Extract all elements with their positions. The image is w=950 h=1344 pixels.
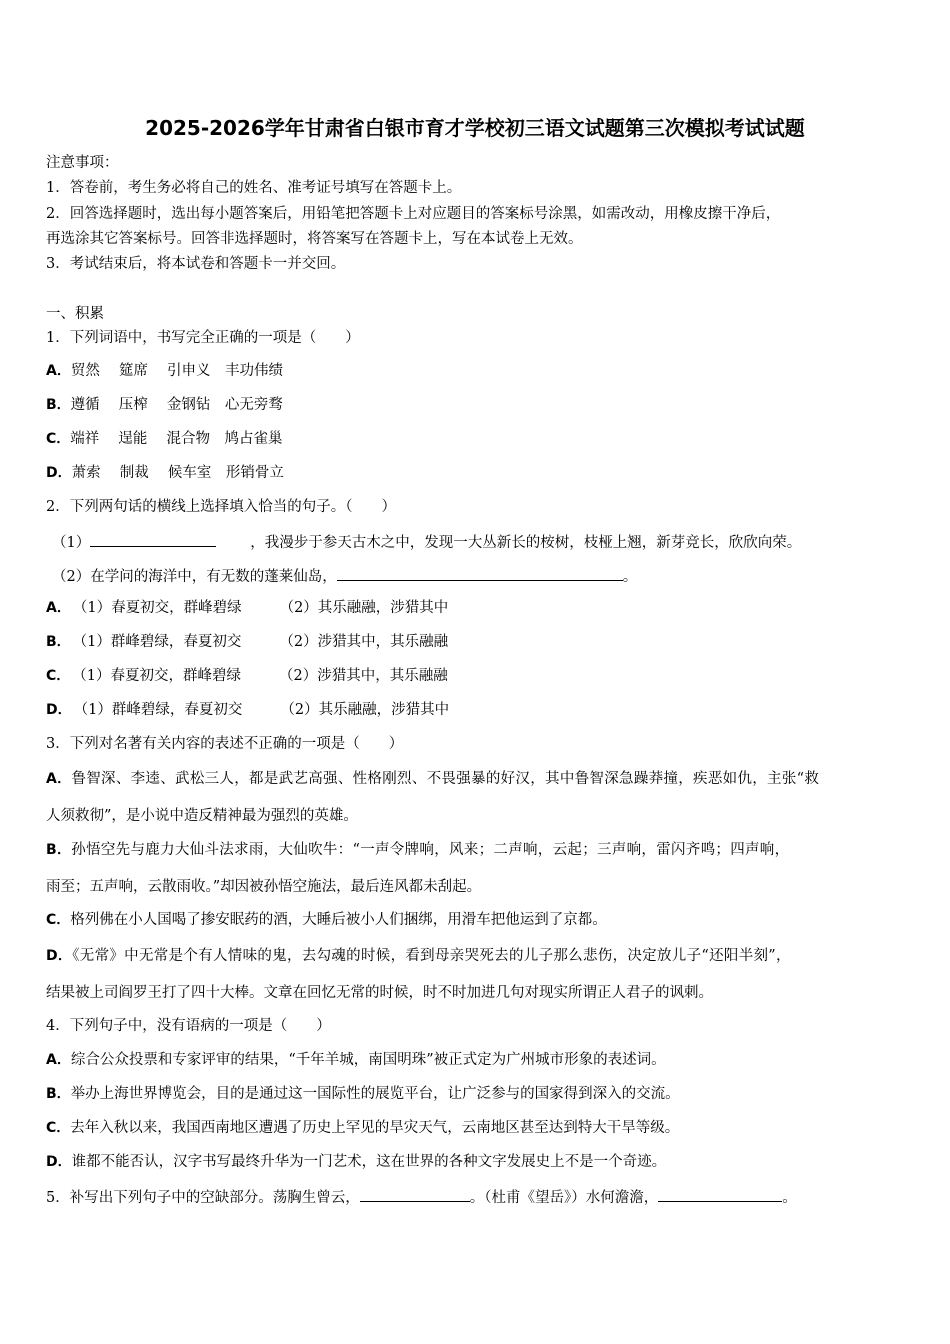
notice-item-1: 1．答卷前，考生务必将自己的姓名、准考证号填写在答题卡上。 <box>46 180 462 196</box>
q5-line <box>46 1186 797 1208</box>
q2-option-d <box>46 700 449 720</box>
q1-option-c <box>46 429 283 449</box>
option-letter: D． <box>46 948 73 964</box>
option-letter: B． <box>46 1086 71 1102</box>
q4-option-a <box>46 1050 666 1070</box>
answer-blank <box>337 565 623 581</box>
option-text: 综合公众投票和专家评审的结果，“千年羊城，南国明珠”被正式定为广州城市形象的表述词。 <box>70 1052 666 1068</box>
sentence-text: ，我漫步于参天古木之中，发现一大丛新长的桉树，枝桠上翘，新芽竞长，欣欣向荣。 <box>250 535 802 551</box>
option-letter: D． <box>46 465 72 481</box>
q3-stem: 3．下列对名著有关内容的表述不正确的一项是（ ） <box>46 736 404 752</box>
q2-option-c <box>46 666 448 686</box>
q4-stem: 4．下列句子中，没有语病的一项是（ ） <box>46 1018 331 1034</box>
option-text: 谁都不能否认，汉字书写最终升华为一门艺术，这在世界的各种文字发展史上不是一个奇迹。 <box>71 1154 667 1170</box>
q3-option-a-cont: 人须救彻”，是小说中造反精神最为强烈的英雄。 <box>46 808 358 824</box>
option-part-2: （2）涉猎其中，其乐融融 <box>279 634 449 650</box>
option-text: 贸然 筵席 引申义 丰功伟绩 <box>70 363 284 379</box>
q3-option-b-cont: 雨至；五声响，云散雨收。”却因被孙悟空施法，最后连风都未刮起。 <box>46 879 482 895</box>
option-text: 孙悟空先与鹿力大仙斗法求雨，大仙吹牛：“一声令牌响，风来；二声响，云起；三声响，雷闪齐鸣；四声响， <box>71 842 790 858</box>
option-part-1: （1）群峰碧绿，春夏初交 <box>73 702 243 718</box>
q5-text-3: 。 <box>782 1190 797 1206</box>
notice-item-2-cont: 再选涂其它答案标号。回答非选择题时，将答案写在答题卡上，写在本试卷上无效。 <box>46 231 583 247</box>
option-part-1: （1）春夏初交，群峰碧绿 <box>72 668 242 684</box>
q2-sentence-1 <box>52 531 801 553</box>
q3-option-d <box>46 946 791 966</box>
q2-stem: 2．下列两句话的横线上选择填入恰当的句子。（ ） <box>46 499 396 515</box>
section-heading: 一、积累 <box>46 306 104 322</box>
q3-option-a <box>46 769 819 789</box>
q2-option-b <box>46 632 448 652</box>
answer-blank <box>90 531 216 547</box>
option-letter: B． <box>46 397 71 413</box>
option-text: 举办上海世界博览会，目的是通过这一国际性的展览平台，让广泛参与的国家得到深入的交流。 <box>70 1086 680 1102</box>
option-text: 端祥 逞能 混合物 鸠占雀巢 <box>70 431 283 447</box>
q3-option-c <box>46 910 607 930</box>
q1-option-d <box>46 463 284 483</box>
option-part-2: （2）其乐融融，涉猎其中 <box>279 600 449 616</box>
option-part-1: （1）春夏初交，群峰碧绿 <box>72 600 242 616</box>
q1-stem: 1．下列词语中，书写完全正确的一项是（ ） <box>46 330 360 346</box>
option-text: 鲁智深、李逵、武松三人，都是武艺高强、性格刚烈、不畏强暴的好汉，其中鲁智深急躁莽撞，疾恶如仇，主张“救 <box>71 771 820 787</box>
notice-item-2: 2．回答选择题时，选出每小题答案后，用铅笔把答题卡上对应题目的答案标号涂黑，如需改动，用橡皮擦干净后， <box>46 206 781 222</box>
option-letter: A． <box>46 771 72 787</box>
option-part-1: （1）群峰碧绿，春夏初交 <box>72 634 242 650</box>
option-letter: C． <box>46 668 71 684</box>
option-letter: B． <box>46 634 71 650</box>
option-text: 《无常》中无常是个有人情味的鬼，去勾魂的时候，看到母亲哭死去的儿子那么悲伤，决定放儿子“还阳半刻”， <box>72 948 791 964</box>
option-part-2: （2）其乐融融，涉猎其中 <box>280 702 450 718</box>
q4-option-b <box>46 1084 680 1104</box>
page-title: 2025-2026学年甘肃省白银市育才学校初三语文试题第三次模拟考试试题 <box>145 116 805 140</box>
q5-text-2: 。（杜甫《望岳》）水何澹澹， <box>469 1190 659 1206</box>
q1-option-b <box>46 395 283 415</box>
option-part-2: （2）涉猎其中，其乐融融 <box>279 668 448 684</box>
option-text: 遵循 压榨 金钢钻 心无旁骛 <box>70 397 283 413</box>
option-text: 去年入秋以来，我国西南地区遭遇了历史上罕见的旱灾天气，云南地区甚至达到特大干旱等级。 <box>70 1120 680 1136</box>
q4-option-d <box>46 1152 666 1172</box>
q4-option-c <box>46 1118 679 1138</box>
option-text: 萧索 制裁 候车室 形销骨立 <box>71 465 284 481</box>
sentence-text: （2）在学问的海洋中，有无数的蓬莱仙岛， <box>52 569 337 585</box>
answer-blank <box>658 1186 782 1202</box>
q5-text-1: 5．补写出下列句子中的空缺部分。荡胸生曾云， <box>46 1190 360 1206</box>
q3-option-b <box>46 840 789 860</box>
option-letter: D． <box>46 702 72 718</box>
option-text: 格列佛在小人国喝了掺安眠药的酒，大睡后被小人们捆绑，用滑车把他运到了京都。 <box>70 912 607 928</box>
option-letter: A． <box>46 600 71 616</box>
q2-option-a <box>46 598 448 618</box>
option-letter: A． <box>46 1052 71 1068</box>
option-letter: C． <box>46 431 71 447</box>
option-letter: C． <box>46 1120 71 1136</box>
answer-blank <box>360 1186 470 1202</box>
option-letter: A． <box>46 363 71 379</box>
q3-option-d-cont: 结果被上司阎罗王打了四十大棒。文章在回忆无常的时候，时不时加进几句对现实所谓正人君子的讽刺。 <box>46 985 713 1001</box>
option-letter: B． <box>46 842 72 858</box>
q2-sentence-2 <box>52 565 637 587</box>
sentence-number: （1） <box>52 535 91 551</box>
option-letter: D． <box>46 1154 72 1170</box>
sentence-end: 。 <box>622 569 638 585</box>
notice-heading: 注意事项： <box>46 155 119 171</box>
q1-option-a <box>46 361 283 381</box>
notice-item-3: 3．考试结束后，将本试卷和答题卡一并交回。 <box>46 256 346 272</box>
option-letter: C． <box>46 912 71 928</box>
